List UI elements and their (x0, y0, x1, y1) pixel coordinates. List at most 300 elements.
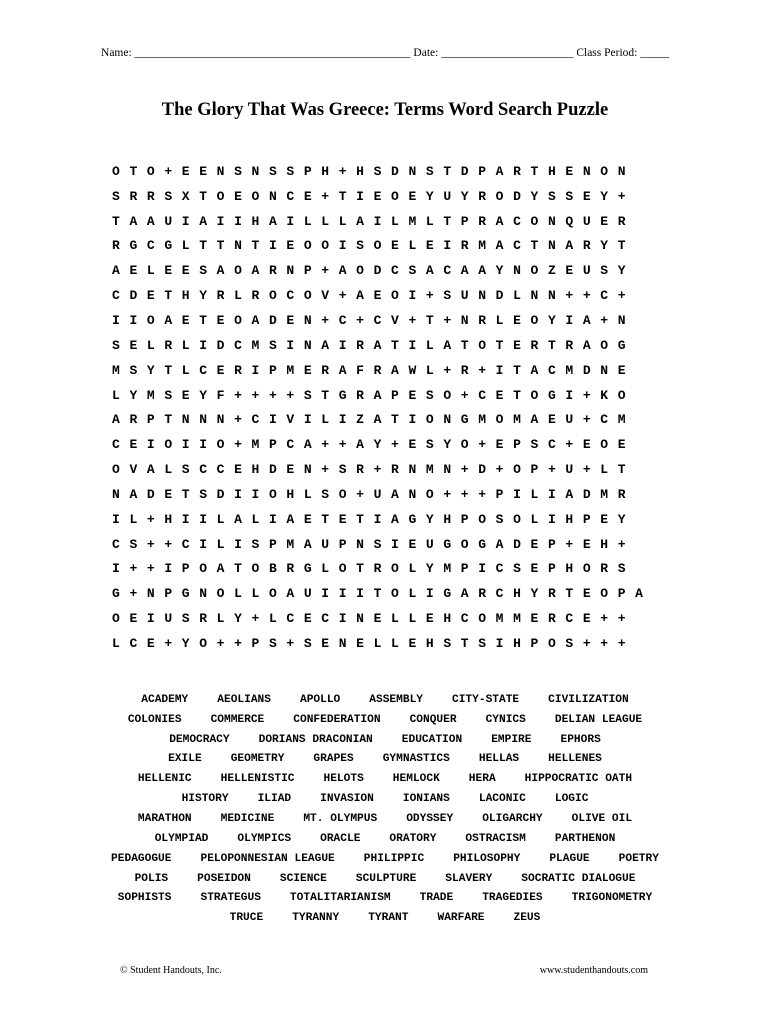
grid-letter: L (321, 561, 330, 577)
grid-letter: T (495, 337, 504, 353)
grid-letter: H (565, 561, 574, 577)
grid-letter: S (373, 163, 382, 179)
grid-letter: G (338, 387, 347, 403)
grid-letter: P (268, 437, 277, 453)
grid-letter: T (425, 312, 434, 328)
grid-letter: T (443, 213, 452, 229)
word-bank-term: PARTHENON (554, 832, 616, 845)
word-bank-term: DEMOCRACY (169, 733, 230, 746)
grid-letter: A (129, 213, 138, 229)
grid-letter: O (478, 511, 486, 527)
grid-letter: E (303, 511, 312, 527)
grid-letter: M (513, 412, 521, 428)
grid-letter: I (146, 437, 155, 453)
grid-letter: S (199, 486, 207, 502)
word-bank-term: ORATORY (389, 832, 437, 845)
grid-letter: N (199, 586, 207, 602)
grid-letter: N (408, 163, 417, 179)
grid-letter: E (373, 188, 382, 204)
grid-letter: L (408, 561, 417, 577)
grid-letter: E (425, 238, 434, 254)
grid-letter: I (547, 511, 556, 527)
grid-letter: L (321, 213, 330, 229)
grid-letter: M (513, 611, 521, 627)
grid-letter: + (129, 586, 138, 602)
grid-letter: A (530, 412, 539, 428)
grid-letter: + (617, 635, 626, 651)
grid-letter: R (129, 188, 138, 204)
grid-letter: Y (129, 387, 138, 403)
grid-letter: + (425, 288, 434, 304)
word-bank-term: SOPHISTS (117, 892, 172, 905)
grid-row (112, 507, 653, 532)
grid-letter: A (635, 586, 643, 602)
grid-letter: C (216, 462, 225, 478)
grid-letter: Y (617, 511, 626, 527)
grid-letter: S (425, 387, 434, 403)
grid-letter: O (268, 486, 277, 502)
grid-letter: H (321, 163, 330, 179)
grid-letter: O (495, 188, 504, 204)
grid-letter: + (617, 611, 626, 627)
grid-letter: O (582, 561, 591, 577)
grid-letter: C (234, 337, 242, 353)
word-bank-term: OSTRACISM (465, 832, 526, 845)
grid-letter: R (513, 163, 521, 179)
grid-letter: R (251, 288, 260, 304)
grid-letter: E (495, 437, 504, 453)
grid-letter: O (443, 387, 452, 403)
grid-letter: R (478, 213, 486, 229)
grid-letter: O (530, 263, 539, 279)
grid-letter: S (356, 238, 364, 254)
grid-letter: + (495, 462, 504, 478)
grid-letter: N (146, 586, 155, 602)
grid-letter: P (530, 635, 539, 651)
grid-letter: A (460, 586, 469, 602)
grid-letter: I (338, 611, 347, 627)
grid-letter: S (338, 462, 347, 478)
grid-letter: I (216, 213, 225, 229)
grid-letter: T (513, 362, 521, 378)
grid-letter: O (600, 163, 609, 179)
grid-letter: H (251, 462, 260, 478)
grid-letter: O (530, 312, 539, 328)
grid-letter: + (408, 312, 417, 328)
grid-letter: L (530, 486, 539, 502)
grid-letter: L (303, 486, 312, 502)
grid-letter: + (234, 437, 242, 453)
word-bank-term: EDUCATION (401, 733, 463, 746)
grid-letter: R (216, 288, 225, 304)
grid-letter: A (373, 412, 382, 428)
grid-row (112, 606, 653, 631)
grid-letter: + (582, 462, 591, 478)
grid-row (112, 283, 653, 308)
grid-letter: N (303, 462, 312, 478)
grid-letter: L (425, 362, 434, 378)
grid-letter: L (391, 635, 399, 651)
grid-letter: G (617, 337, 626, 353)
word-bank-term: COMMERCE (210, 713, 265, 726)
word-bank-term: PLAGUE (549, 852, 590, 865)
grid-letter: + (478, 486, 486, 502)
grid-letter: Y (234, 611, 242, 627)
grid-letter: C (112, 536, 120, 552)
grid-row (112, 581, 653, 606)
grid-row (112, 184, 653, 209)
grid-letter: I (234, 486, 242, 502)
grid-letter: + (373, 462, 382, 478)
grid-letter: R (478, 312, 486, 328)
word-bank-term: CITY-STATE (452, 693, 520, 706)
word-bank-term: ASSEMBLY (369, 693, 423, 706)
grid-letter: Y (495, 263, 504, 279)
grid-letter: P (391, 387, 399, 403)
word-bank-row (0, 829, 770, 849)
student-info-line: Name: ________________________________________________ Date: _______________________ Class Period: _____ (101, 47, 669, 59)
grid-letter: S (513, 561, 521, 577)
word-bank-term: TRAGEDIES (482, 892, 543, 905)
grid-letter: O (478, 337, 486, 353)
grid-letter: E (582, 586, 591, 602)
grid-letter: R (478, 188, 486, 204)
grid-letter: L (234, 586, 242, 602)
grid-letter: R (356, 387, 364, 403)
grid-letter: I (373, 511, 382, 527)
grid-letter: T (530, 163, 539, 179)
grid-letter: M (565, 362, 574, 378)
grid-letter: Y (181, 635, 190, 651)
grid-letter: N (513, 263, 521, 279)
grid-letter: A (478, 263, 486, 279)
word-bank-term: ODYSSEY (406, 812, 454, 825)
grid-letter: S (443, 635, 452, 651)
copyright-footer: © Student Handouts, Inc. (120, 965, 222, 976)
grid-letter: L (495, 312, 504, 328)
grid-letter: R (391, 462, 399, 478)
grid-letter: S (600, 263, 609, 279)
word-bank-term: PHILIPPIC (363, 852, 425, 865)
grid-letter: E (408, 188, 417, 204)
grid-row (112, 159, 653, 184)
grid-letter: I (112, 561, 120, 577)
grid-letter: A (565, 486, 574, 502)
grid-letter: I (408, 412, 417, 428)
grid-letter: D (129, 288, 138, 304)
grid-letter: C (199, 362, 207, 378)
word-bank-term: HIPPOCRATIC OATH (524, 773, 633, 786)
grid-letter: I (251, 486, 260, 502)
grid-letter: O (146, 312, 155, 328)
grid-letter: T (530, 238, 539, 254)
grid-letter: U (321, 536, 330, 552)
grid-letter: O (600, 337, 609, 353)
word-bank-term: MT. OLYMPUS (303, 812, 378, 825)
grid-letter: L (251, 586, 260, 602)
grid-letter: T (547, 337, 556, 353)
grid-letter: + (321, 263, 330, 279)
grid-letter: O (146, 163, 155, 179)
word-bank-term: HEMLOCK (392, 773, 440, 786)
grid-letter: I (338, 412, 347, 428)
grid-letter: R (373, 362, 382, 378)
grid-letter: + (286, 635, 295, 651)
grid-letter: L (216, 611, 225, 627)
grid-letter: N (356, 536, 364, 552)
grid-letter: P (268, 536, 277, 552)
grid-letter: + (478, 362, 486, 378)
grid-letter: C (181, 536, 190, 552)
grid-letter: D (146, 486, 155, 502)
word-bank-row (0, 849, 770, 869)
word-bank-term: APOLLO (299, 693, 341, 706)
grid-letter: Y (425, 511, 434, 527)
grid-letter: A (373, 387, 382, 403)
grid-letter: R (565, 337, 574, 353)
grid-letter: C (547, 437, 556, 453)
word-bank-term: LACONIC (478, 793, 526, 806)
grid-letter: P (530, 462, 539, 478)
grid-letter: A (582, 312, 591, 328)
grid-letter: O (391, 288, 399, 304)
grid-letter: Y (425, 561, 434, 577)
grid-letter: C (460, 611, 469, 627)
word-bank-term: SOCRATIC DIALOGUE (521, 872, 636, 885)
word-bank-term: TRIGONOMETRY (571, 892, 653, 905)
grid-letter: P (146, 412, 155, 428)
grid-letter: M (443, 561, 452, 577)
grid-letter: U (373, 486, 382, 502)
grid-letter: I (495, 362, 504, 378)
grid-letter: E (408, 437, 417, 453)
grid-letter: H (547, 163, 556, 179)
grid-letter: D (460, 163, 469, 179)
word-bank-row (0, 908, 770, 928)
grid-letter: A (530, 362, 539, 378)
grid-letter: E (425, 611, 434, 627)
grid-letter: N (478, 288, 486, 304)
grid-letter: O (425, 412, 434, 428)
grid-letter: T (338, 188, 347, 204)
grid-letter: S (321, 486, 330, 502)
grid-letter: E (617, 362, 626, 378)
grid-letter: A (164, 312, 173, 328)
grid-letter: V (391, 312, 399, 328)
grid-letter: O (338, 561, 347, 577)
grid-letter: L (216, 536, 225, 552)
grid-letter: E (513, 312, 521, 328)
grid-letter: C (338, 312, 347, 328)
grid-letter: R (146, 188, 155, 204)
grid-letter: O (112, 462, 120, 478)
grid-letter: E (600, 213, 609, 229)
word-bank-term: ZEUS (513, 912, 541, 925)
grid-letter: G (112, 586, 120, 602)
grid-letter: S (530, 437, 539, 453)
grid-letter: O (600, 437, 609, 453)
grid-letter: P (617, 586, 626, 602)
grid-letter: I (199, 337, 207, 353)
grid-row (112, 532, 653, 557)
grid-letter: A (338, 362, 347, 378)
grid-letter: U (460, 288, 469, 304)
grid-letter: C (478, 387, 486, 403)
grid-letter: E (582, 536, 591, 552)
grid-letter: E (286, 462, 295, 478)
grid-letter: S (164, 188, 173, 204)
grid-letter: I (478, 561, 486, 577)
grid-row (112, 557, 653, 582)
word-bank-term: WARFARE (437, 912, 485, 925)
grid-letter: T (321, 511, 330, 527)
grid-letter: U (425, 536, 434, 552)
word-bank-term: OLIGARCHY (482, 812, 543, 825)
grid-letter: O (112, 611, 120, 627)
grid-letter: + (565, 437, 574, 453)
grid-letter: P (251, 635, 260, 651)
grid-letter: + (547, 462, 556, 478)
grid-letter: + (582, 412, 591, 428)
grid-letter: S (408, 263, 417, 279)
grid-letter: N (547, 238, 556, 254)
grid-letter: Y (425, 188, 434, 204)
grid-letter: U (164, 213, 173, 229)
grid-letter: A (234, 511, 242, 527)
word-bank-term: TOTALITARIANISM (289, 892, 391, 905)
grid-letter: E (338, 511, 347, 527)
grid-letter: G (547, 387, 556, 403)
grid-letter: M (617, 412, 626, 428)
grid-letter: E (164, 486, 173, 502)
grid-letter: H (443, 611, 452, 627)
grid-letter: T (617, 238, 626, 254)
grid-letter: O (495, 412, 504, 428)
word-bank-term: PEDAGOGUE (111, 852, 172, 865)
grid-letter: S (373, 536, 382, 552)
word-bank-term: PELOPONNESIAN LEAGUE (200, 852, 335, 865)
grid-letter: N (199, 412, 207, 428)
grid-letter: A (146, 462, 155, 478)
grid-letter: R (321, 362, 330, 378)
grid-letter: E (391, 238, 399, 254)
word-bank-term: STRATEGUS (200, 892, 261, 905)
grid-letter: + (565, 288, 574, 304)
grid-letter: S (164, 387, 173, 403)
grid-row (112, 358, 653, 383)
word-bank-term: ILIAD (257, 793, 292, 806)
grid-letter: + (356, 486, 364, 502)
grid-letter: S (251, 536, 260, 552)
grid-letter: N (216, 412, 225, 428)
grid-letter: N (460, 312, 469, 328)
grid-letter: N (181, 412, 190, 428)
grid-letter: E (530, 561, 539, 577)
grid-letter: E (146, 635, 155, 651)
grid-letter: Y (547, 312, 556, 328)
grid-letter: N (251, 163, 260, 179)
grid-letter: Y (199, 387, 207, 403)
grid-letter: L (129, 511, 138, 527)
grid-letter: A (495, 163, 504, 179)
grid-letter: X (181, 188, 190, 204)
grid-letter: L (234, 288, 242, 304)
grid-letter: R (356, 462, 364, 478)
grid-letter: Y (460, 188, 469, 204)
grid-letter: T (513, 387, 521, 403)
grid-letter: D (216, 486, 225, 502)
word-bank-term: DELIAN LEAGUE (554, 713, 643, 726)
grid-letter: P (338, 536, 347, 552)
word-search-grid (112, 159, 653, 656)
grid-letter: + (338, 437, 347, 453)
grid-letter: A (391, 511, 399, 527)
grid-letter: O (234, 263, 242, 279)
page-title: The Glory That Was Greece: Terms Word Search Puzzle (161, 100, 609, 120)
grid-letter: B (268, 561, 277, 577)
grid-letter: + (478, 437, 486, 453)
grid-letter: L (338, 213, 347, 229)
grid-letter: I (495, 635, 504, 651)
word-bank-term: CYNICS (485, 713, 526, 726)
word-bank-row (0, 809, 770, 829)
grid-letter: P (268, 362, 277, 378)
grid-letter: N (547, 213, 556, 229)
grid-letter: Y (530, 188, 539, 204)
grid-letter: O (460, 536, 469, 552)
grid-letter: + (391, 437, 399, 453)
grid-letter: P (303, 263, 312, 279)
grid-letter: + (443, 362, 452, 378)
grid-letter: R (600, 561, 609, 577)
grid-letter: U (582, 213, 591, 229)
grid-letter: C (286, 437, 295, 453)
grid-letter: A (112, 412, 120, 428)
grid-letter: T (164, 362, 173, 378)
grid-letter: F (356, 362, 364, 378)
word-bank-term: AEOLIANS (217, 693, 271, 706)
grid-letter: O (268, 586, 277, 602)
grid-letter: A (443, 337, 452, 353)
grid-row (112, 631, 653, 656)
grid-letter: O (356, 263, 364, 279)
grid-letter: I (321, 586, 330, 602)
grid-letter: O (478, 611, 486, 627)
grid-letter: I (338, 238, 347, 254)
grid-letter: S (495, 511, 504, 527)
grid-letter: E (373, 611, 382, 627)
grid-letter: L (251, 511, 260, 527)
word-bank-term: ACADEMY (141, 693, 189, 706)
grid-letter: N (268, 188, 277, 204)
grid-row (112, 482, 653, 507)
grid-letter: E (321, 635, 330, 651)
grid-letter: A (199, 213, 207, 229)
grid-letter: C (286, 288, 295, 304)
grid-letter: O (547, 635, 556, 651)
grid-letter: H (443, 511, 452, 527)
grid-letter: + (146, 511, 155, 527)
grid-letter: E (129, 263, 138, 279)
grid-letter: E (129, 611, 138, 627)
grid-letter: E (303, 362, 312, 378)
grid-letter: I (338, 586, 347, 602)
grid-letter: C (146, 238, 155, 254)
grid-letter: S (129, 536, 138, 552)
grid-letter: N (547, 288, 556, 304)
word-bank-row (0, 789, 770, 809)
grid-letter: + (582, 387, 591, 403)
